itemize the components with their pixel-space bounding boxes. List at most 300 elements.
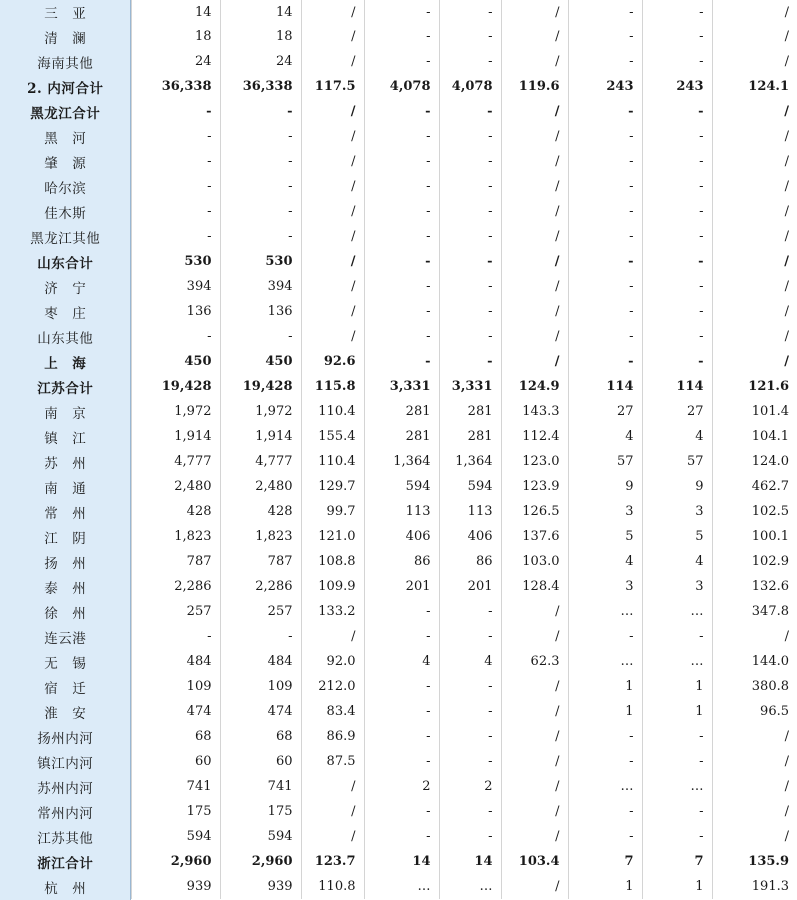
table-cell: 100.1 xyxy=(751,529,789,544)
table-cell: / xyxy=(301,99,364,124)
table-cell: / xyxy=(301,774,364,799)
table-cell: … xyxy=(568,649,642,674)
table-row xyxy=(0,824,797,849)
table-cell: 110.4 xyxy=(301,399,364,424)
table-cell: 86 xyxy=(364,549,439,574)
table-cell: - xyxy=(642,724,712,749)
table-cell: 474 xyxy=(131,699,220,724)
table-cell: / xyxy=(784,354,789,369)
table-row xyxy=(0,424,797,449)
table-cell: 121.6 xyxy=(748,379,789,394)
table-cell: - xyxy=(131,149,220,174)
table-cell: - xyxy=(439,249,501,274)
table-cell: / xyxy=(501,699,568,724)
row-label: 杭 州 xyxy=(0,874,131,899)
table-cell: 123.0 xyxy=(501,449,568,474)
row-label: 镇 江 xyxy=(0,424,131,449)
row-label: 无 锡 xyxy=(0,649,131,674)
table-cell: 594 xyxy=(439,474,501,499)
table-row xyxy=(0,174,797,199)
table-cell: 7 xyxy=(642,849,712,874)
table-cell: 281 xyxy=(439,424,501,449)
table-cell: - xyxy=(568,124,642,149)
table-row xyxy=(0,774,797,799)
row-label: 2. 内河合计 xyxy=(0,74,131,99)
table-cell: / xyxy=(784,729,789,744)
table-cell: 530 xyxy=(131,249,220,274)
table-cell: 4 xyxy=(642,424,712,449)
table-cell: - xyxy=(642,324,712,349)
table-cell: 281 xyxy=(439,399,501,424)
table-cell: / xyxy=(501,199,568,224)
table-cell: 115.8 xyxy=(301,374,364,399)
table-cell: - xyxy=(642,624,712,649)
table-cell: - xyxy=(364,824,439,849)
table-cell: / xyxy=(784,279,789,294)
table-cell: - xyxy=(642,199,712,224)
row-label: 黑龙江合计 xyxy=(0,99,131,124)
table-cell: 1,364 xyxy=(439,449,501,474)
table-cell: - xyxy=(131,324,220,349)
table-cell: / xyxy=(501,24,568,49)
table-cell: - xyxy=(131,124,220,149)
table-cell: / xyxy=(501,174,568,199)
row-label: 徐 州 xyxy=(0,599,131,624)
table-cell: / xyxy=(784,129,789,144)
table-cell: - xyxy=(568,274,642,299)
table-cell: 2,960 xyxy=(220,849,301,874)
table-cell: 24 xyxy=(220,49,301,74)
table-cell: … xyxy=(568,599,642,624)
table-cell: - xyxy=(364,624,439,649)
table-cell: 114 xyxy=(568,374,642,399)
table-row-subtotal xyxy=(0,99,797,124)
table-cell: 201 xyxy=(439,574,501,599)
table-cell: - xyxy=(642,49,712,74)
table-cell: - xyxy=(642,824,712,849)
row-label: 黑龙江其他 xyxy=(0,224,131,249)
table-cell: 108.8 xyxy=(301,549,364,574)
table-row xyxy=(0,449,797,474)
table-cell: - xyxy=(568,824,642,849)
table-cell: 7 xyxy=(568,849,642,874)
table-cell: - xyxy=(439,599,501,624)
table-cell: / xyxy=(784,804,789,819)
table-cell: / xyxy=(784,179,789,194)
table-cell: 450 xyxy=(131,349,220,374)
table-cell: - xyxy=(364,199,439,224)
table-cell: - xyxy=(439,799,501,824)
table-cell: 1,364 xyxy=(364,449,439,474)
table-cell: 92.0 xyxy=(301,649,364,674)
table-cell: 132.6 xyxy=(751,579,789,594)
table-cell: - xyxy=(439,174,501,199)
table-cell: 3,331 xyxy=(364,374,439,399)
table-row xyxy=(0,24,797,49)
row-label: 佳木斯 xyxy=(0,199,131,224)
table-cell: / xyxy=(501,124,568,149)
table-cell: 175 xyxy=(220,799,301,824)
table-cell: 484 xyxy=(131,649,220,674)
table-cell: - xyxy=(131,99,220,124)
table-cell: - xyxy=(439,199,501,224)
table-row xyxy=(0,749,797,774)
table-cell: 24 xyxy=(131,49,220,74)
row-label: 淮 安 xyxy=(0,699,131,724)
table-cell: - xyxy=(439,299,501,324)
table-cell: - xyxy=(364,174,439,199)
table-cell: - xyxy=(131,199,220,224)
table-cell: - xyxy=(439,224,501,249)
table-cell: / xyxy=(301,299,364,324)
table-cell: - xyxy=(568,349,642,374)
table-cell: / xyxy=(301,249,364,274)
table-row xyxy=(0,724,797,749)
table-cell: 191.3 xyxy=(751,879,789,894)
table-cell: 3 xyxy=(568,574,642,599)
table-cell: - xyxy=(220,324,301,349)
table-cell: - xyxy=(439,274,501,299)
table-cell: 155.4 xyxy=(301,424,364,449)
table-cell: / xyxy=(501,149,568,174)
table-cell: 112.4 xyxy=(501,424,568,449)
table-cell: 787 xyxy=(220,549,301,574)
table-row-subtotal xyxy=(0,74,797,99)
table-cell: - xyxy=(568,749,642,774)
table-cell: 124.0 xyxy=(751,454,789,469)
row-label: 三 亚 xyxy=(0,0,131,24)
table-cell: - xyxy=(364,274,439,299)
table-cell: 175 xyxy=(131,799,220,824)
row-label: 浙江合计 xyxy=(0,849,131,874)
table-cell: - xyxy=(220,224,301,249)
table-cell: 4,777 xyxy=(220,449,301,474)
table-cell: / xyxy=(501,724,568,749)
table-cell: / xyxy=(301,124,364,149)
table-cell: - xyxy=(568,199,642,224)
table-cell: - xyxy=(439,324,501,349)
table-cell: / xyxy=(784,204,789,219)
table-cell: - xyxy=(439,149,501,174)
table-cell: - xyxy=(220,174,301,199)
table-cell: - xyxy=(364,749,439,774)
table-cell: / xyxy=(301,24,364,49)
row-label: 山东合计 xyxy=(0,249,131,274)
table-cell: / xyxy=(784,29,789,44)
table-cell: / xyxy=(501,299,568,324)
table-cell: - xyxy=(439,0,501,24)
row-label: 济 宁 xyxy=(0,274,131,299)
table-cell: 1,823 xyxy=(220,524,301,549)
table-cell: 1,972 xyxy=(131,399,220,424)
table-cell: - xyxy=(642,99,712,124)
table-row xyxy=(0,674,797,699)
table-cell: / xyxy=(301,49,364,74)
table-cell: - xyxy=(568,149,642,174)
table-cell: - xyxy=(568,724,642,749)
table-cell: / xyxy=(301,324,364,349)
table-cell: - xyxy=(439,674,501,699)
table-cell: 394 xyxy=(131,274,220,299)
table-cell: - xyxy=(364,99,439,124)
table-cell: 136 xyxy=(220,299,301,324)
table-cell: / xyxy=(784,4,789,20)
table-cell: 114 xyxy=(642,374,712,399)
table-cell: / xyxy=(301,824,364,849)
table-cell: 109 xyxy=(131,674,220,699)
table-row xyxy=(0,124,797,149)
table-cell: - xyxy=(131,174,220,199)
table-cell: 4,078 xyxy=(364,74,439,99)
table-cell: 5 xyxy=(568,524,642,549)
table-cell: 18 xyxy=(131,24,220,49)
table-cell: 2 xyxy=(439,774,501,799)
table-cell: - xyxy=(568,249,642,274)
table-cell: 129.7 xyxy=(301,474,364,499)
table-cell: - xyxy=(439,824,501,849)
table-cell: 741 xyxy=(220,774,301,799)
table-cell: / xyxy=(501,624,568,649)
table-cell: 530 xyxy=(220,249,301,274)
row-label: 宿 迁 xyxy=(0,674,131,699)
table-cell: 2,960 xyxy=(131,849,220,874)
table-cell: 119.6 xyxy=(501,74,568,99)
row-label: 海南其他 xyxy=(0,49,131,74)
row-label: 山东其他 xyxy=(0,324,131,349)
row-label: 肇 源 xyxy=(0,149,131,174)
table-cell: 2,480 xyxy=(220,474,301,499)
table-cell: 1,972 xyxy=(220,399,301,424)
table-cell: 3 xyxy=(642,499,712,524)
table-cell: 939 xyxy=(131,874,220,899)
table-cell: - xyxy=(642,0,712,24)
table-cell: / xyxy=(301,174,364,199)
table-cell: / xyxy=(501,49,568,74)
table-cell: 135.9 xyxy=(748,854,789,869)
table-cell: / xyxy=(301,0,364,24)
table-cell: - xyxy=(439,99,501,124)
table-cell: … xyxy=(642,774,712,799)
table-cell: / xyxy=(501,349,568,374)
table-cell: 99.7 xyxy=(301,499,364,524)
table-cell: - xyxy=(364,724,439,749)
table-cell: / xyxy=(501,799,568,824)
table-cell: - xyxy=(364,249,439,274)
table-cell: 86 xyxy=(439,549,501,574)
table-cell: 121.0 xyxy=(301,524,364,549)
table-cell: - xyxy=(364,299,439,324)
row-label: 扬州内河 xyxy=(0,724,131,749)
table-cell: 110.8 xyxy=(301,874,364,899)
row-label: 连云港 xyxy=(0,624,131,649)
table-cell: - xyxy=(220,199,301,224)
row-label: 江苏合计 xyxy=(0,374,131,399)
table-row xyxy=(0,524,797,549)
table-cell: 27 xyxy=(642,399,712,424)
table-cell: 406 xyxy=(439,524,501,549)
table-cell: - xyxy=(568,49,642,74)
row-label: 常州内河 xyxy=(0,799,131,824)
row-label: 黑 河 xyxy=(0,124,131,149)
table-cell: 143.3 xyxy=(501,399,568,424)
row-label: 泰 州 xyxy=(0,574,131,599)
table-cell: - xyxy=(642,349,712,374)
table-cell: 18 xyxy=(220,24,301,49)
table-cell: 5 xyxy=(642,524,712,549)
table-cell: 1,914 xyxy=(220,424,301,449)
table-cell: 109.9 xyxy=(301,574,364,599)
table-cell: 939 xyxy=(220,874,301,899)
table-cell: - xyxy=(568,799,642,824)
table-cell: 406 xyxy=(364,524,439,549)
table-cell: - xyxy=(642,174,712,199)
row-label: 南 通 xyxy=(0,474,131,499)
table-cell: 96.5 xyxy=(760,704,789,719)
table-cell: 380.8 xyxy=(751,679,789,694)
table-cell: 1 xyxy=(568,699,642,724)
table-cell: 394 xyxy=(220,274,301,299)
table-row xyxy=(0,874,797,899)
table-cell: 4 xyxy=(439,649,501,674)
row-label: 上 海 xyxy=(0,349,131,374)
table-cell: / xyxy=(301,624,364,649)
table-cell: 212.0 xyxy=(301,674,364,699)
row-label: 南 京 xyxy=(0,399,131,424)
table-cell: / xyxy=(784,229,789,244)
table-cell: - xyxy=(364,324,439,349)
table-row xyxy=(0,549,797,574)
table-cell: - xyxy=(364,674,439,699)
table-cell: / xyxy=(784,154,789,169)
table-cell: 14 xyxy=(364,849,439,874)
table-cell: 4 xyxy=(568,424,642,449)
table-cell: / xyxy=(501,774,568,799)
table-cell: 19,428 xyxy=(131,374,220,399)
table-cell: - xyxy=(439,624,501,649)
table-cell: / xyxy=(784,104,789,119)
table-cell: 243 xyxy=(568,74,642,99)
table-cell: / xyxy=(301,274,364,299)
table-cell: 137.6 xyxy=(501,524,568,549)
table-cell: - xyxy=(220,99,301,124)
table-cell: 9 xyxy=(568,474,642,499)
table-cell: 594 xyxy=(220,824,301,849)
table-cell: / xyxy=(501,599,568,624)
table-cell: - xyxy=(364,699,439,724)
table-cell: 14 xyxy=(220,0,301,24)
table-cell: 594 xyxy=(364,474,439,499)
row-label: 江 阴 xyxy=(0,524,131,549)
table-cell: 14 xyxy=(131,0,220,24)
table-cell: / xyxy=(784,629,789,644)
table-cell: - xyxy=(568,0,642,24)
table-cell: 128.4 xyxy=(501,574,568,599)
table-cell: 462.7 xyxy=(751,479,789,494)
table-cell: 86.9 xyxy=(301,724,364,749)
table-cell: … xyxy=(568,774,642,799)
table-row xyxy=(0,649,797,674)
row-label: 枣 庄 xyxy=(0,299,131,324)
table-cell: 83.4 xyxy=(301,699,364,724)
table-cell: 3 xyxy=(642,574,712,599)
table-cell: 787 xyxy=(131,549,220,574)
table-cell: - xyxy=(364,349,439,374)
table-cell: - xyxy=(568,299,642,324)
row-label: 苏 州 xyxy=(0,449,131,474)
row-label: 扬 州 xyxy=(0,549,131,574)
table-row xyxy=(0,574,797,599)
table-cell: 57 xyxy=(642,449,712,474)
table-cell: / xyxy=(501,99,568,124)
row-label: 镇江内河 xyxy=(0,749,131,774)
table-cell: 3 xyxy=(568,499,642,524)
table-cell: - xyxy=(364,124,439,149)
table-cell: 3,331 xyxy=(439,374,501,399)
table-cell: 4 xyxy=(364,649,439,674)
table-cell: … xyxy=(364,874,439,899)
table-cell: 136 xyxy=(131,299,220,324)
table-row xyxy=(0,624,797,649)
table-cell: 347.8 xyxy=(751,604,789,619)
table-row-subtotal xyxy=(0,849,797,874)
table-cell: 68 xyxy=(131,724,220,749)
table-cell: … xyxy=(642,649,712,674)
table-cell: - xyxy=(642,224,712,249)
table-row xyxy=(0,49,797,74)
table-cell: 123.9 xyxy=(501,474,568,499)
table-cell: 428 xyxy=(220,499,301,524)
table-cell: 109 xyxy=(220,674,301,699)
table-row xyxy=(0,399,797,424)
table-cell: 92.6 xyxy=(301,349,364,374)
table-row-subtotal xyxy=(0,374,797,399)
table-cell: - xyxy=(439,749,501,774)
table-cell: 1,914 xyxy=(131,424,220,449)
table-cell: 1 xyxy=(642,674,712,699)
table-cell: - xyxy=(642,124,712,149)
table-row xyxy=(0,299,797,324)
table-cell: 117.5 xyxy=(301,74,364,99)
table-cell: 594 xyxy=(131,824,220,849)
table-cell: / xyxy=(501,824,568,849)
table-cell: / xyxy=(501,749,568,774)
table-cell: - xyxy=(220,124,301,149)
table-cell: 102.5 xyxy=(751,504,789,519)
table-cell: 243 xyxy=(642,74,712,99)
table-cell: 19,428 xyxy=(220,374,301,399)
table-cell: 4 xyxy=(568,549,642,574)
table-cell: 110.4 xyxy=(301,449,364,474)
table-cell: / xyxy=(301,799,364,824)
table-cell: 87.5 xyxy=(301,749,364,774)
table-cell: / xyxy=(501,674,568,699)
table-cell: 450 xyxy=(220,349,301,374)
table-cell: - xyxy=(568,624,642,649)
table-cell: - xyxy=(364,799,439,824)
table-cell: / xyxy=(784,829,789,844)
table-row xyxy=(0,699,797,724)
table-cell: - xyxy=(220,149,301,174)
table-row xyxy=(0,799,797,824)
table-cell: 57 xyxy=(568,449,642,474)
row-label: 苏州内河 xyxy=(0,774,131,799)
table-cell: - xyxy=(364,599,439,624)
table-cell: / xyxy=(784,54,789,69)
table-cell: 281 xyxy=(364,424,439,449)
table-cell: / xyxy=(784,254,789,269)
table-cell: - xyxy=(364,0,439,24)
table-cell: - xyxy=(220,624,301,649)
